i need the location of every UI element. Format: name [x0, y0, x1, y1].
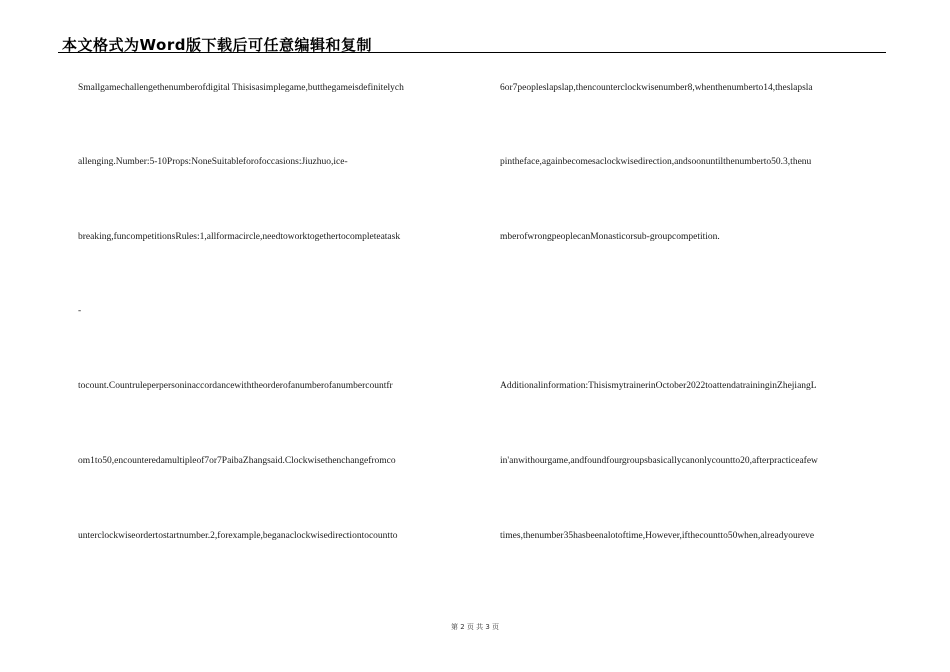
right-line-4: Additionalinformation:ThisismytrainerinOctober2022toattendatraininginZhejiangL [500, 381, 817, 391]
left-line-4: - [78, 306, 82, 316]
left-line-2: allenging.Number:5-10Props:NoneSuitableforofoccasions:Jiuzhuo,ice- [78, 157, 348, 167]
left-line-6: om1to50,encounteredamultipleof7or7PaibaZhangsaid.Clockwisethenchangefromco [78, 456, 396, 466]
right-line-3: mberofwrongpeoplecanMonasticorsub-groupcompetition. [500, 232, 720, 242]
left-line-7: unterclockwiseordertostartnumber.2,forexample,beganaclockwisedirectiontocountto [78, 531, 398, 541]
page-header-title: 本文格式为Word版下载后可任意编辑和复制 [62, 36, 372, 54]
page-number-footer: 第 2 页 共 3 页 [450, 623, 500, 631]
right-line-2: pintheface,againbecomesaclockwisedirection,andsoonuntilthenumberto50.3,thenu [500, 157, 812, 167]
right-line-6: times,thenumber35hasbeenalotoftime,However,ifthecountto50when,alreadyoureve [500, 531, 815, 541]
header-divider [58, 52, 886, 53]
left-line-5: tocount.Countruleperpersoninaccordancewiththeorderofanumberofanumbercountfr [78, 381, 393, 391]
left-line-3: breaking,funcompetitionsRules:1,allformacircle,needtoworktogethertocompleteatask [78, 232, 401, 242]
right-line-1: 6or7peopleslapslap,thencounterclockwisenumber8,whenthenumberto14,theslapsla [500, 83, 813, 93]
right-line-5: in'anwithourgame,andfoundfourgroupsbasicallycanonlycountto20,afterpracticeafew [500, 456, 818, 466]
left-line-1: Smallgamechallengethenumberofdigital Thisisasimplegame,butthegameisdefinitelych [78, 83, 404, 93]
